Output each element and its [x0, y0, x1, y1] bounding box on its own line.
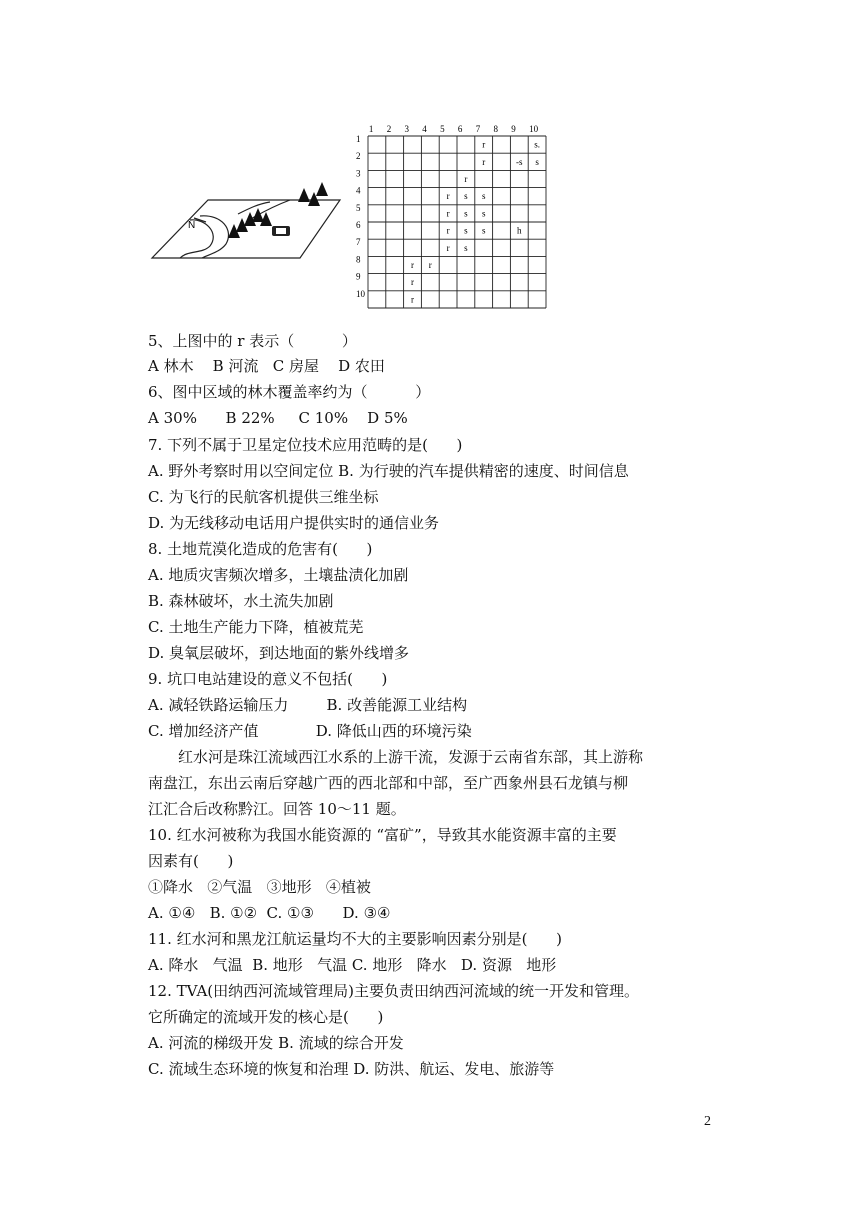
- grid-cell-letter: r: [482, 156, 486, 167]
- river-line: [238, 202, 270, 214]
- text-line: 红水河是珠江流域西江水系的上游干流，发源于云南省东部，其上游称: [178, 748, 644, 766]
- figure-svg: [150, 118, 570, 323]
- tree-icon: [252, 208, 264, 222]
- grid-cell-letter: s: [481, 208, 486, 219]
- grid-cell-letter: s: [481, 225, 486, 236]
- text-line: 6、图中区域的林木覆盖率约为（ ）: [148, 383, 431, 401]
- grid-column-numbers: [369, 124, 539, 134]
- grid-cell-letter: r: [446, 191, 450, 202]
- map-figure: [150, 118, 570, 323]
- contour-line: [180, 220, 213, 258]
- text-line: A. ①④ B. ①② C. ①③ D. ③④: [148, 904, 391, 922]
- grid-cell-letter: s: [464, 225, 468, 236]
- text-line: D. 臭氧层破坏，到达地面的紫外线增多: [148, 644, 410, 662]
- row-number: 10: [356, 288, 365, 299]
- grid-cell-letter: -s: [516, 156, 523, 167]
- column-number: 10: [529, 124, 539, 134]
- text-line: A. 地质灾害频次增多，土壤盐渍化加剧: [148, 566, 409, 584]
- grid-cell-letter: h: [517, 225, 522, 236]
- grid-cell-letter: r: [464, 174, 468, 184]
- text-line: 江汇合后改称黔江。回答 10～11 题。: [148, 800, 406, 818]
- column-number: 5: [440, 124, 445, 134]
- row-number: 9: [356, 271, 361, 282]
- grid-row-numbers: [356, 134, 366, 299]
- row-number: 6: [356, 220, 361, 230]
- text-line: A 30% B 22% C 10% D 5%: [148, 409, 408, 427]
- text-line: B. 森林破坏，水土流失加剧: [148, 592, 334, 610]
- grid-cell-letter: s: [464, 208, 468, 219]
- text-line: 5、上图中的 r 表示（ ）: [148, 332, 357, 350]
- grid-cell-letter: r: [411, 260, 414, 270]
- house-icon: [272, 226, 290, 236]
- text-line: D. 为无线移动电话用户提供实时的通信业务: [148, 514, 440, 532]
- text-line: C. 土地生产能力下降，植被荒芜: [148, 618, 364, 636]
- grid-cell-letter: r: [446, 208, 450, 219]
- column-number: 6: [457, 124, 463, 134]
- row-number: 7: [356, 237, 361, 248]
- row-number: 3: [356, 168, 361, 179]
- grid-cell-letter: s: [464, 191, 468, 202]
- text-line: A. 河流的梯级开发 B. 流域的综合开发: [148, 1034, 404, 1052]
- grid-cell-letter: r: [446, 225, 450, 236]
- column-number: 4: [422, 124, 427, 134]
- text-line: C. 为飞行的民航客机提供三维坐标: [148, 488, 379, 506]
- grid-cell-letter: s.: [534, 139, 540, 150]
- text-line: C. 增加经济产值 D. 降低山西的环境污染: [148, 722, 472, 740]
- north-label: N: [188, 220, 196, 231]
- text-line: 它所确定的流域开发的核心是( ): [148, 1008, 384, 1026]
- grid-cell-letter: s: [481, 191, 486, 202]
- column-number: 9: [511, 124, 516, 134]
- text-line: 12. TVA(田纳西河流域管理局)主要负责田纳西河流域的统一开发和管理。: [148, 982, 639, 1000]
- tree-icon: [316, 182, 328, 196]
- text-line: A. 野外考察时用以空间定位 B. 为行驶的汽车提供精密的速度、时间信息: [148, 462, 629, 480]
- text-line: 10. 红水河被称为我国水能资源的 “富矿”，导致其水能资源丰富的主要: [148, 826, 617, 844]
- grid-cell-letter: r: [411, 294, 414, 305]
- page-number: 2: [704, 1114, 711, 1129]
- grid-cell-letter: r: [428, 260, 432, 270]
- row-number: 1: [356, 134, 361, 144]
- text-line: C. 流域生态环境的恢复和治理 D. 防洪、航运、发电、旅游等: [148, 1060, 555, 1078]
- row-number: 2: [356, 151, 361, 162]
- column-number: 2: [386, 124, 392, 134]
- column-number: 3: [404, 124, 409, 134]
- text-line: 南盘江，东出云南后穿越广西的西北部和中部，至广西象州县石龙镇与柳: [148, 774, 629, 792]
- text-line: 9. 坑口电站建设的意义不包括( ): [148, 670, 388, 688]
- tree-icon: [298, 188, 310, 202]
- text-line: A. 减轻铁路运输压力 B. 改善能源工业结构: [148, 696, 468, 714]
- column-number: 7: [475, 124, 481, 134]
- grid-cell-letter: s: [535, 156, 539, 167]
- grid-cell-letter: r: [411, 277, 414, 288]
- grid-cell-letter: r: [446, 242, 450, 253]
- text-line: ①降水 ②气温 ③地形 ④植被: [148, 878, 371, 896]
- text-line: 因素有( ): [148, 852, 234, 870]
- text-line: 7. 下列不属于卫星定位技术应用范畴的是( ): [148, 436, 463, 454]
- text-line: 11. 红水河和黑龙江航运量均不大的主要影响因素分别是( ): [148, 930, 562, 948]
- grid-cell-letter: s: [464, 242, 468, 253]
- row-number: 8: [356, 254, 361, 265]
- text-line: 8. 土地荒漠化造成的危害有( ): [148, 540, 373, 558]
- column-number: 8: [493, 124, 498, 134]
- row-number: 5: [356, 202, 361, 213]
- column-number: 1: [368, 124, 374, 134]
- contour-line: [200, 216, 228, 258]
- text-line: A. 降水 气温 B. 地形 气温 C. 地形 降水 D. 资源 地形: [148, 956, 557, 974]
- row-number: 4: [356, 185, 361, 196]
- text-line: A 林木 B 河流 C 房屋 D 农田: [148, 357, 385, 375]
- grid-cell-letter: r: [482, 139, 486, 150]
